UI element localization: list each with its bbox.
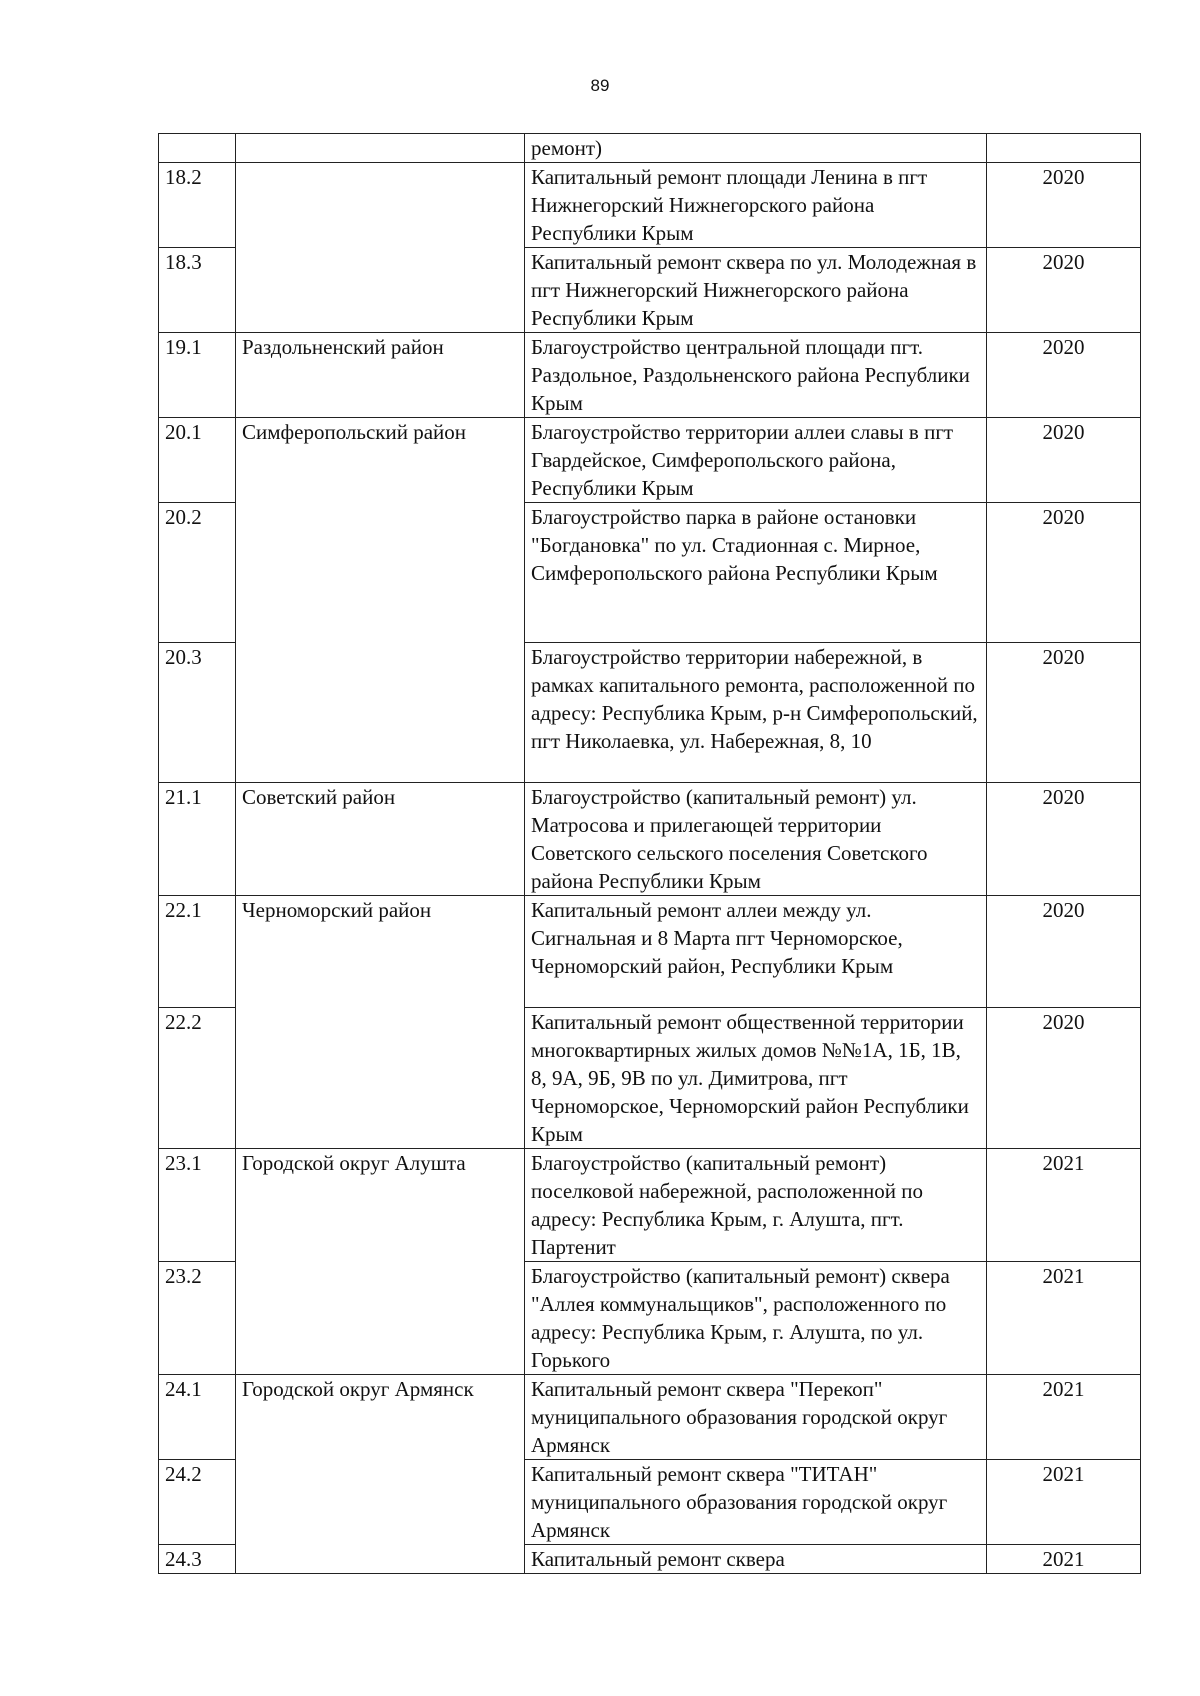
row-number: 20.1 xyxy=(159,418,236,503)
work-description: Благоустройство парка в районе остановки "Богдановка" по ул. Стадионная с. Мирное, Симферопольского района Республики Крым xyxy=(525,503,987,643)
district-cell: Раздольненский район xyxy=(236,333,525,418)
table-row xyxy=(159,896,1141,1008)
row-number: 18.3 xyxy=(159,248,236,333)
work-description: Капитальный ремонт сквера xyxy=(525,1545,987,1574)
district-cell: Городской округ Алушта xyxy=(236,1149,525,1375)
district-cell xyxy=(236,134,525,163)
table-row xyxy=(159,418,1141,503)
year-cell: 2021 xyxy=(987,1460,1141,1545)
year-cell: 2020 xyxy=(987,163,1141,248)
work-description: Капитальный ремонт аллеи между ул. Сигнальная и 8 Марта пгт Черноморское, Черноморский район, Республики Крым xyxy=(525,896,987,1008)
table-row xyxy=(159,163,1141,248)
work-description: Капитальный ремонт площади Ленина в пгт Нижнегорский Нижнегорского района Республики Крым xyxy=(525,163,987,248)
row-number: 20.2 xyxy=(159,503,236,643)
work-description: Благоустройство территории аллеи славы в пгт Гвардейское, Симферопольского района, Республики Крым xyxy=(525,418,987,503)
year-cell: 2020 xyxy=(987,783,1141,896)
row-number: 18.2 xyxy=(159,163,236,248)
work-description: Капитальный ремонт сквера "ТИТАН" муниципального образования городской округ Армянск xyxy=(525,1460,987,1545)
year-cell: 2020 xyxy=(987,1008,1141,1149)
year-cell: 2021 xyxy=(987,1149,1141,1262)
work-description: Капитальный ремонт общественной территории многоквартирных жилых домов №№1А, 1Б, 1В, 8, 9А, 9Б, 9В по ул. Димитрова, пгт Черноморское, Черноморский район Республики Крым xyxy=(525,1008,987,1149)
page-number: 89 xyxy=(590,76,610,95)
work-description: Благоустройство (капитальный ремонт) сквера "Аллея коммунальщиков", расположенного по адресу: Республика Крым, г. Алушта, по ул. Горького xyxy=(525,1262,987,1375)
work-description: ремонт) xyxy=(525,134,987,163)
row-number: 24.3 xyxy=(159,1545,236,1574)
work-description: Капитальный ремонт сквера "Перекоп" муниципального образования городской округ Армянск xyxy=(525,1375,987,1460)
work-description: Благоустройство (капитальный ремонт) поселковой набережной, расположенной по адресу: Республика Крым, г. Алушта, пгт. Партенит xyxy=(525,1149,987,1262)
table-row xyxy=(159,134,1141,163)
year-cell: 2020 xyxy=(987,643,1141,783)
row-number: 21.1 xyxy=(159,783,236,896)
year-cell: 2020 xyxy=(987,418,1141,503)
district-cell: Городской округ Армянск xyxy=(236,1375,525,1574)
work-description: Благоустройство центральной площади пгт. Раздольное, Раздольненского района Республики Крым xyxy=(525,333,987,418)
district-cell: Черноморский район xyxy=(236,896,525,1149)
row-number: 22.1 xyxy=(159,896,236,1008)
row-number: 24.1 xyxy=(159,1375,236,1460)
program-table xyxy=(158,133,1141,1574)
work-description: Благоустройство территории набережной, в рамках капитального ремонта, расположенной по адресу: Республика Крым, р-н Симферопольский, пгт Николаевка, ул. Набережная, 8, 10 xyxy=(525,643,987,783)
district-cell: Советский район xyxy=(236,783,525,896)
year-cell: 2021 xyxy=(987,1262,1141,1375)
work-description: Капитальный ремонт сквера по ул. Молодежная в пгт Нижнегорский Нижнегорского района Республики Крым xyxy=(525,248,987,333)
row-number: 20.3 xyxy=(159,643,236,783)
year-cell: 2020 xyxy=(987,896,1141,1008)
year-cell: 2020 xyxy=(987,333,1141,418)
row-number: 23.2 xyxy=(159,1262,236,1375)
table-row xyxy=(159,1149,1141,1262)
row-number: 23.1 xyxy=(159,1149,236,1262)
row-number: 19.1 xyxy=(159,333,236,418)
row-number: 22.2 xyxy=(159,1008,236,1149)
district-cell: Симферопольский район xyxy=(236,418,525,783)
row-number xyxy=(159,134,236,163)
year-cell: 2020 xyxy=(987,503,1141,643)
table-row xyxy=(159,1375,1141,1460)
year-cell: 2021 xyxy=(987,1545,1141,1574)
table-row xyxy=(159,783,1141,896)
table-row xyxy=(159,333,1141,418)
work-description: Благоустройство (капитальный ремонт) ул. Матросова и прилегающей территории Советского сельского поселения Советского района Республики Крым xyxy=(525,783,987,896)
year-cell xyxy=(987,134,1141,163)
year-cell: 2021 xyxy=(987,1375,1141,1460)
year-cell: 2020 xyxy=(987,248,1141,333)
row-number: 24.2 xyxy=(159,1460,236,1545)
district-cell xyxy=(236,163,525,333)
